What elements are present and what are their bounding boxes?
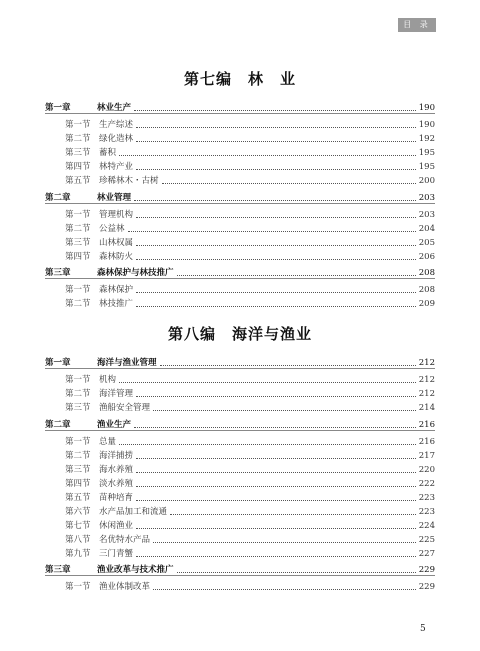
section-entry-page: 217 (418, 451, 435, 461)
chapter-entry-number: 第三章 (45, 268, 71, 278)
section-entry-title: 林技推广 (99, 299, 134, 309)
chapter-entry-title: 森林保护与林技推广 (97, 268, 174, 278)
section-entry-title: 机构 (99, 375, 117, 385)
section-entry-page: 229 (418, 582, 435, 592)
chapter-entry-page: 190 (418, 103, 435, 113)
chapter-entry-title: 海洋与渔业管理 (97, 358, 157, 368)
section-entry[interactable] (65, 533, 435, 547)
chapter-entry-title: 渔业生产 (97, 420, 132, 430)
chapter-divider (45, 368, 435, 369)
section-entry-page: 214 (418, 403, 435, 413)
section-entry-title: 名优特水产品 (99, 535, 151, 545)
chapter-entry-number: 第二章 (45, 193, 71, 203)
section-entry[interactable] (65, 208, 435, 222)
chapter-entry-page: 216 (418, 420, 435, 430)
section-entry-page: 209 (418, 299, 435, 309)
section-entry[interactable] (65, 477, 435, 491)
section-entry-title: 苗种培育 (99, 493, 134, 503)
chapter-divider (45, 113, 435, 114)
dot-leader (136, 216, 416, 218)
section-entry-title: 三门青蟹 (99, 549, 134, 559)
section-entry-title: 生产综述 (99, 120, 134, 130)
section-entry[interactable] (65, 118, 435, 132)
section-entry-title: 海洋捕捞 (99, 451, 134, 461)
dot-leader (136, 305, 416, 307)
section-entry-number: 第四节 (65, 479, 91, 489)
section-entry-page: 190 (418, 120, 435, 130)
section-entry-number: 第九节 (65, 549, 91, 559)
section-entry-number: 第六节 (65, 507, 91, 517)
section-entry-page: 195 (418, 162, 435, 172)
section-entry[interactable] (65, 146, 435, 160)
section-entry-page: 224 (418, 521, 435, 531)
section-entry[interactable] (65, 283, 435, 297)
chapter-entry-number: 第二章 (45, 420, 71, 430)
section-entry-number: 第二节 (65, 299, 91, 309)
section-entry-page: 227 (418, 549, 435, 559)
section-entry-number: 第三节 (65, 465, 91, 475)
section-entry-title: 森林保护 (99, 285, 134, 295)
chapter-entry-number: 第一章 (45, 103, 71, 113)
section-entry-number: 第七节 (65, 521, 91, 531)
dot-leader (128, 230, 416, 232)
section-entry-number: 第三节 (65, 148, 91, 158)
section-entry-number: 第一节 (65, 582, 91, 592)
dot-leader (134, 109, 416, 111)
section-entry-number: 第一节 (65, 120, 91, 130)
section-entry-number: 第四节 (65, 252, 91, 262)
section-entry-title: 水产品加工和流通 (99, 507, 168, 517)
section-entry-number: 第一节 (65, 437, 91, 447)
section-entry-page: 192 (418, 134, 435, 144)
section-entry-page: 205 (418, 238, 435, 248)
section-entry-number: 第一节 (65, 210, 91, 220)
dot-leader (160, 364, 416, 366)
chapter-entry-page: 229 (418, 565, 435, 575)
chapter-divider (45, 278, 435, 279)
dot-leader (136, 471, 416, 473)
section-entry-number: 第二节 (65, 224, 91, 234)
chapter-divider (45, 575, 435, 576)
section-entry-title: 森林防火 (99, 252, 134, 262)
section-entry-number: 第一节 (65, 285, 91, 295)
dot-leader (136, 126, 416, 128)
dot-leader (153, 541, 416, 543)
section-entry[interactable] (65, 387, 435, 401)
dot-leader (136, 258, 416, 260)
section-entry-page: 220 (418, 465, 435, 475)
section-entry-title: 蓄积 (99, 148, 117, 158)
dot-leader (136, 485, 416, 487)
section-entry[interactable] (65, 580, 435, 594)
section-entry-number: 第二节 (65, 134, 91, 144)
section-entry-page: 223 (418, 507, 435, 517)
section-entry-title: 渔业体制改革 (99, 582, 151, 592)
section-entry[interactable] (65, 505, 435, 519)
dot-leader (136, 168, 416, 170)
header-section-tab: 目 录 (398, 18, 436, 32)
dot-leader (136, 527, 416, 529)
section-entry-page: 203 (418, 210, 435, 220)
chapter-divider (45, 430, 435, 431)
section-entry-page: 195 (418, 148, 435, 158)
section-entry[interactable] (65, 519, 435, 533)
section-entry-number: 第三节 (65, 403, 91, 413)
section-entry-title: 管理机构 (99, 210, 134, 220)
section-entry[interactable] (65, 491, 435, 505)
dot-leader (170, 513, 416, 515)
section-entry[interactable] (65, 132, 435, 146)
section-entry-page: 204 (418, 224, 435, 234)
dot-leader (136, 395, 416, 397)
section-entry-title: 山林权属 (99, 238, 134, 248)
section-entry-number: 第八节 (65, 535, 91, 545)
section-entry[interactable] (65, 236, 435, 250)
chapter-entry-title: 林业生产 (97, 103, 132, 113)
chapter-entry-title: 林业管理 (97, 193, 132, 203)
section-entry[interactable] (65, 174, 435, 188)
section-entry[interactable] (65, 547, 435, 561)
section-entry-title: 海水养殖 (99, 465, 134, 475)
section-entry[interactable] (65, 297, 435, 311)
section-entry-page: 212 (418, 375, 435, 385)
section-entry[interactable] (65, 373, 435, 387)
section-entry-page: 200 (418, 176, 435, 186)
section-entry-number: 第二节 (65, 451, 91, 461)
section-entry[interactable] (65, 463, 435, 477)
chapter-entry-page: 203 (418, 193, 435, 203)
section-entry-title: 公益林 (99, 224, 125, 234)
dot-leader (136, 291, 416, 293)
dot-leader (119, 443, 416, 445)
section-entry[interactable] (65, 250, 435, 264)
dot-leader (136, 555, 416, 557)
section-entry-page: 222 (418, 479, 435, 489)
section-entry-title: 渔船安全管理 (99, 403, 151, 413)
chapter-entry-number: 第三章 (45, 565, 71, 575)
dot-leader (177, 274, 416, 276)
chapter-entry-title: 渔业改革与技术推广 (97, 565, 174, 575)
dot-leader (136, 457, 416, 459)
section-entry-number: 第二节 (65, 389, 91, 399)
dot-leader (134, 199, 416, 201)
part-title: 第八编 海洋与渔业 (167, 325, 312, 343)
dot-leader (119, 154, 416, 156)
section-entry-page: 206 (418, 252, 435, 262)
dot-leader (134, 426, 416, 428)
page-number: 5 (420, 624, 426, 634)
chapter-divider (45, 203, 435, 204)
dot-leader (136, 140, 416, 142)
section-entry-number: 第一节 (65, 375, 91, 385)
section-entry-page: 223 (418, 493, 435, 503)
section-entry-title: 休闲渔业 (99, 521, 134, 531)
section-entry[interactable] (65, 449, 435, 463)
dot-leader (177, 571, 416, 573)
chapter-entry-number: 第一章 (45, 358, 71, 368)
section-entry-title: 淡水养殖 (99, 479, 134, 489)
section-entry[interactable] (65, 401, 435, 415)
section-entry[interactable] (65, 222, 435, 236)
section-entry-title: 总量 (99, 437, 117, 447)
dot-leader (119, 381, 416, 383)
section-entry[interactable] (65, 160, 435, 174)
section-entry-title: 海洋管理 (99, 389, 134, 399)
section-entry-page: 225 (418, 535, 435, 545)
section-entry-title: 珍稀林木・古树 (99, 176, 159, 186)
dot-leader (153, 409, 416, 411)
dot-leader (136, 499, 416, 501)
dot-leader (153, 588, 416, 590)
section-entry[interactable] (65, 435, 435, 449)
dot-leader (162, 182, 416, 184)
section-entry-page: 212 (418, 389, 435, 399)
section-entry-title: 林特产业 (99, 162, 134, 172)
section-entry-number: 第五节 (65, 493, 91, 503)
chapter-entry-page: 208 (418, 268, 435, 278)
section-entry-number: 第五节 (65, 176, 91, 186)
dot-leader (136, 244, 416, 246)
section-entry-page: 216 (418, 437, 435, 447)
section-entry-title: 绿化造林 (99, 134, 134, 144)
part-title: 第七编 林 业 (183, 70, 296, 88)
section-entry-number: 第四节 (65, 162, 91, 172)
section-entry-page: 208 (418, 285, 435, 295)
section-entry-number: 第三节 (65, 238, 91, 248)
chapter-entry-page: 212 (418, 358, 435, 368)
